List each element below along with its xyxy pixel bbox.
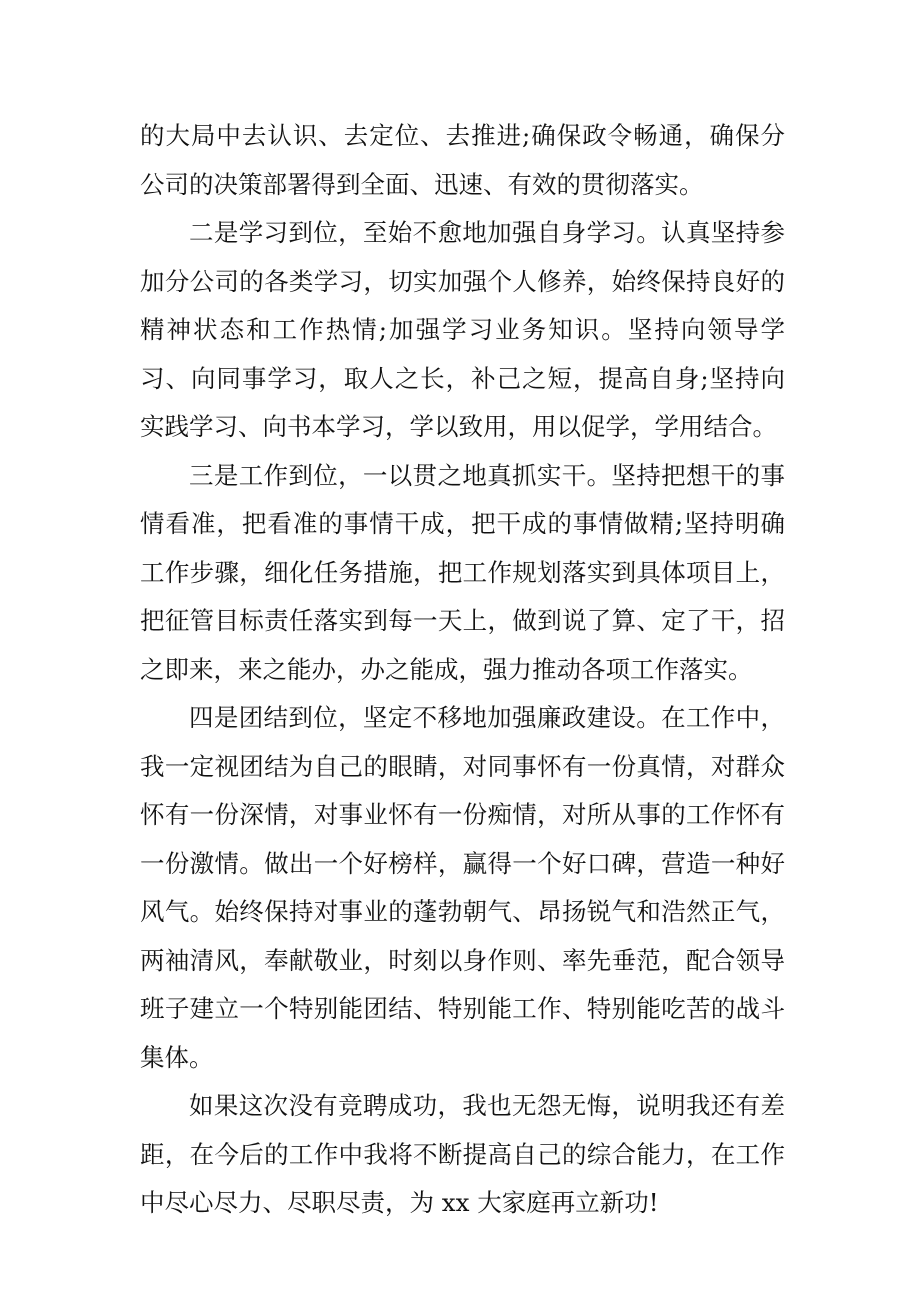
document-body [140, 112, 785, 1228]
paragraph-unity: 四是团结到位，坚定不移地加强廉政建设。在工作中，我一定视团结为自己的眼睛，对同事怀有一份真情，对群众怀有一份深情，对事业怀有一份痴情，对所从事的工作怀有一份激情。做出一个好榜样，赢得一个好口碑，营造一种好风气。始终保持对事业的蓬勃朝气、昂扬锐气和浩然正气，两袖清风，奉献敬业，时刻以身作则、率先垂范，配合领导班子建立一个特别能团结、特别能工作、特别能吃苦的战斗集体。 [140, 703, 785, 1072]
paragraph-work: 三是工作到位，一以贯之地真抓实干。坚持把想干的事情看准，把看准的事情干成，把干成的事情做精;坚持明确工作步骤，细化任务措施，把工作规划落实到具体项目上，把征管目标责任落实到每一天上，做到说了算、定了干，招之即来，来之能办，办之能成，强力推动各项工作落实。 [140, 460, 785, 684]
paragraph-closing: 如果这次没有竞聘成功，我也无怨无悔，说明我还有差距，在今后的工作中我将不断提高自己的综合能力，在工作中尽心尽力、尽职尽责，为 xx 大家庭再立新功! [140, 1091, 785, 1217]
paragraph-study: 二是学习到位，至始不愈地加强自身学习。认真坚持参加分公司的各类学习，切实加强个人修养，始终保持良好的精神状态和工作热情;加强学习业务知识。坚持向领导学习、向同事学习，取人之长，补己之短，提高自身;坚持向实践学习、向书本学习，学以致用，用以促学，学用结合。 [140, 218, 785, 441]
paragraph-continuation: 的大局中去认识、去定位、去推进;确保政令畅通，确保分公司的决策部署得到全面、迅速、有效的贯彻落实。 [140, 121, 785, 199]
